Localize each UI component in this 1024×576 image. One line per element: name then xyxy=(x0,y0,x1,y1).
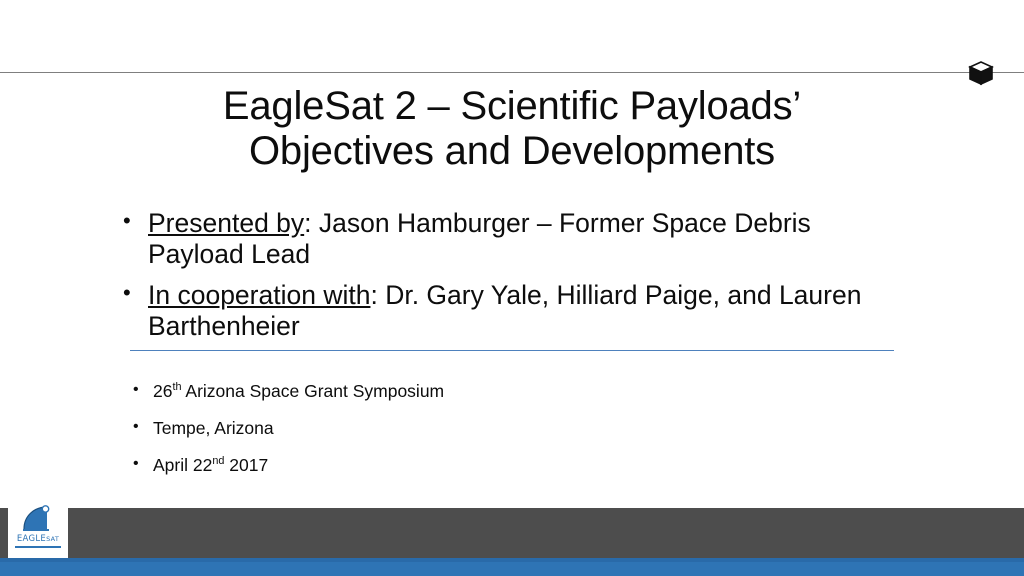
bullet-1-text: Jason Hamburger – Former Space Debris Payload Lead xyxy=(148,208,811,269)
list-item xyxy=(131,381,831,402)
event-name-ordinal: th xyxy=(172,381,182,394)
footer-accent-bar xyxy=(0,558,1024,576)
top-divider xyxy=(0,72,1024,73)
bullet-2-text: Dr. Gary Yale, Hilliard Paige, and Lauren Barthenheier xyxy=(148,280,862,342)
list-item xyxy=(131,418,831,439)
logo-underline xyxy=(15,546,61,548)
date-tail: 2017 xyxy=(224,455,269,475)
bullet-1-label: Presented by xyxy=(148,208,305,238)
bullet-2-separator: : xyxy=(370,280,386,311)
title-line-1: EagleSat 2 – Scientific Payloads’ xyxy=(222,84,802,128)
cube-icon xyxy=(966,58,996,88)
avatar xyxy=(8,500,68,558)
secondary-bullet-list xyxy=(131,381,831,492)
satellite-dish-icon xyxy=(21,503,55,533)
date-base: April 22 xyxy=(153,455,213,475)
title-line-2: Objectives and Developments xyxy=(249,128,775,173)
footer-bar xyxy=(0,508,1024,558)
section-divider xyxy=(130,350,894,351)
list-item xyxy=(131,455,831,476)
primary-bullet-list xyxy=(118,208,908,353)
list-item xyxy=(118,208,908,269)
event-name-base: 26 xyxy=(153,381,173,401)
page-title xyxy=(70,84,954,174)
bullet-1-separator: : xyxy=(304,208,319,238)
list-item xyxy=(118,280,908,341)
logo-text: EAGLESAT xyxy=(16,534,60,544)
event-name-tail: Arizona Space Grant Symposium xyxy=(181,381,445,401)
location-base: Tempe, Arizona xyxy=(153,418,274,438)
date-ordinal: nd xyxy=(212,455,225,468)
bullet-2-label: In cooperation with xyxy=(148,280,371,311)
